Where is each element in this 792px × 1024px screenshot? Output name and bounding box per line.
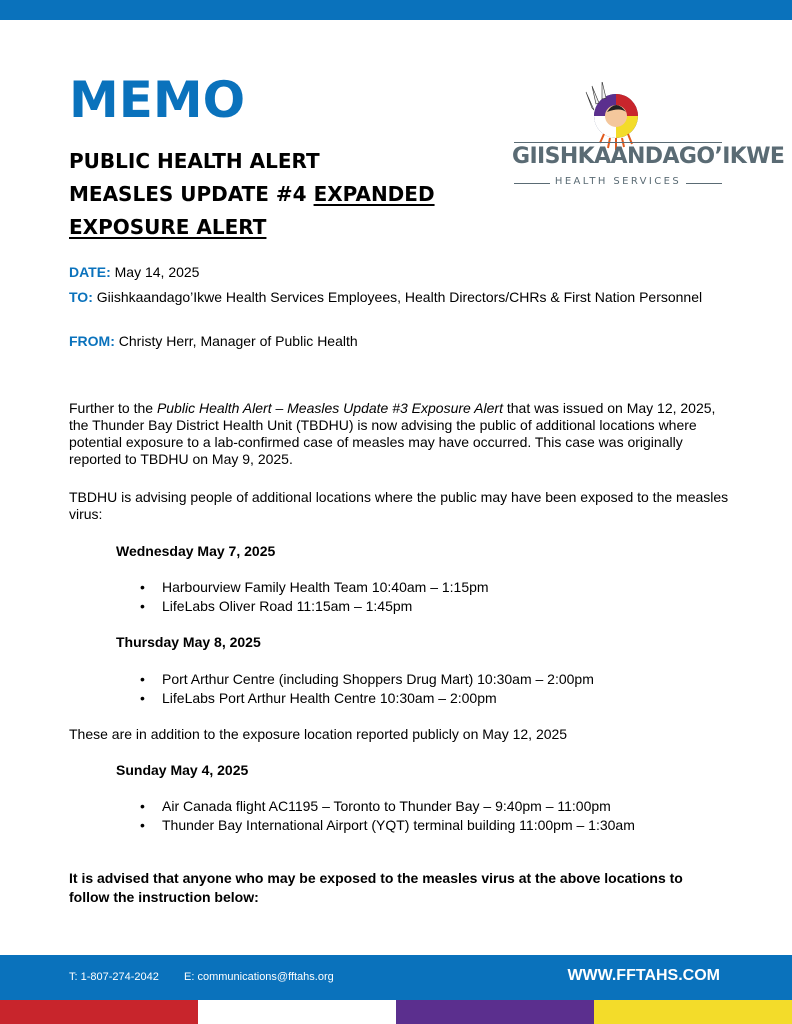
logo-rule-top [514,142,722,143]
intro-paragraph [69,400,729,468]
list-item: • LifeLabs Port Arthur Health Centre 10:30am – 2:00pm [140,689,594,708]
intro-text-a: Further to the [69,400,157,416]
exposure-date-heading: Wednesday May 7, 2025 [116,543,276,559]
footer-website[interactable]: WWW.FFTAHS.COM [567,967,720,984]
intro-text-b: that was issued on May 12, 2025, the Thunder Bay District Health Unit (TBDHU) is now advising the public of additional locations where potential exposure to a lab-confirmed case of measles may have occurred. This case was originally reported to TBDHU on May 9, 2025. [69,400,716,467]
from-label: FROM: [69,333,115,349]
alert-line-2-underlined: EXPANDED [313,182,435,206]
memo-to [69,289,729,306]
top-color-bar [0,0,792,20]
memo-from [69,333,358,350]
stripe-yellow [594,1000,792,1024]
logo-name: GIISHKAANDAGO’IKWE [512,144,785,169]
list-item: • Thunder Bay International Airport (YQT) terminal building 11:00pm – 1:30am [140,816,635,835]
alert-line-2-plain: MEASLES UPDATE #4 [69,182,314,206]
list-item: • Port Arthur Centre (including Shoppers Drug Mart) 10:30am – 2:00pm [140,670,594,689]
footer-phone: T: 1-807-274-2042 [69,971,159,983]
logo-subtitle: HEALTH SERVICES [554,176,682,187]
list-item: • Air Canada flight AC1195 – Toronto to Thunder Bay – 9:40pm – 11:00pm [140,797,635,816]
to-value: Giishkaandago’Ikwe Health Services Employees, Health Directors/CHRs & First Nation Personnel [96,289,703,305]
to-label: TO: [69,289,93,305]
memo-date [69,264,199,281]
exposure-list [140,797,635,835]
list-item: • Harbourview Family Health Team 10:40am – 1:15pm [140,578,489,597]
color-stripes [0,1000,792,1024]
list-item: • LifeLabs Oliver Road 11:15am – 1:45pm [140,597,489,616]
alert-line-3: EXPOSURE ALERT [69,215,267,239]
footer-bar [0,955,792,1000]
footer-email[interactable]: E: communications@fftahs.org [184,971,334,983]
date-label: DATE: [69,264,111,280]
intro-text-italic: Public Health Alert – Measles Update #3 Exposure Alert [156,400,503,416]
alert-line-1: PUBLIC HEALTH ALERT [69,149,320,173]
advisory-paragraph: TBDHU is advising people of additional locations where the public may have been exposed to the measles virus: [69,489,729,522]
alert-line-2 [69,178,435,211]
stripe-white [198,1000,396,1024]
stripe-purple [396,1000,594,1024]
addition-note: These are in addition to the exposure location reported publicly on May 12, 2025 [69,726,568,742]
closing-instruction: It is advised that anyone who may be exposed to the measles virus at the above locations to follow the instruction below: [69,870,683,905]
alert-heading [69,145,435,244]
exposure-list [140,670,594,708]
from-value: Christy Herr, Manager of Public Health [118,333,358,349]
memo-title: MEMO [69,71,246,129]
exposure-list [140,578,489,616]
logo-rule-right [686,183,722,184]
date-value: May 14, 2025 [114,264,200,280]
stripe-red [0,1000,198,1024]
exposure-date-heading: Thursday May 8, 2025 [116,634,261,650]
exposure-date-heading: Sunday May 4, 2025 [116,762,249,778]
